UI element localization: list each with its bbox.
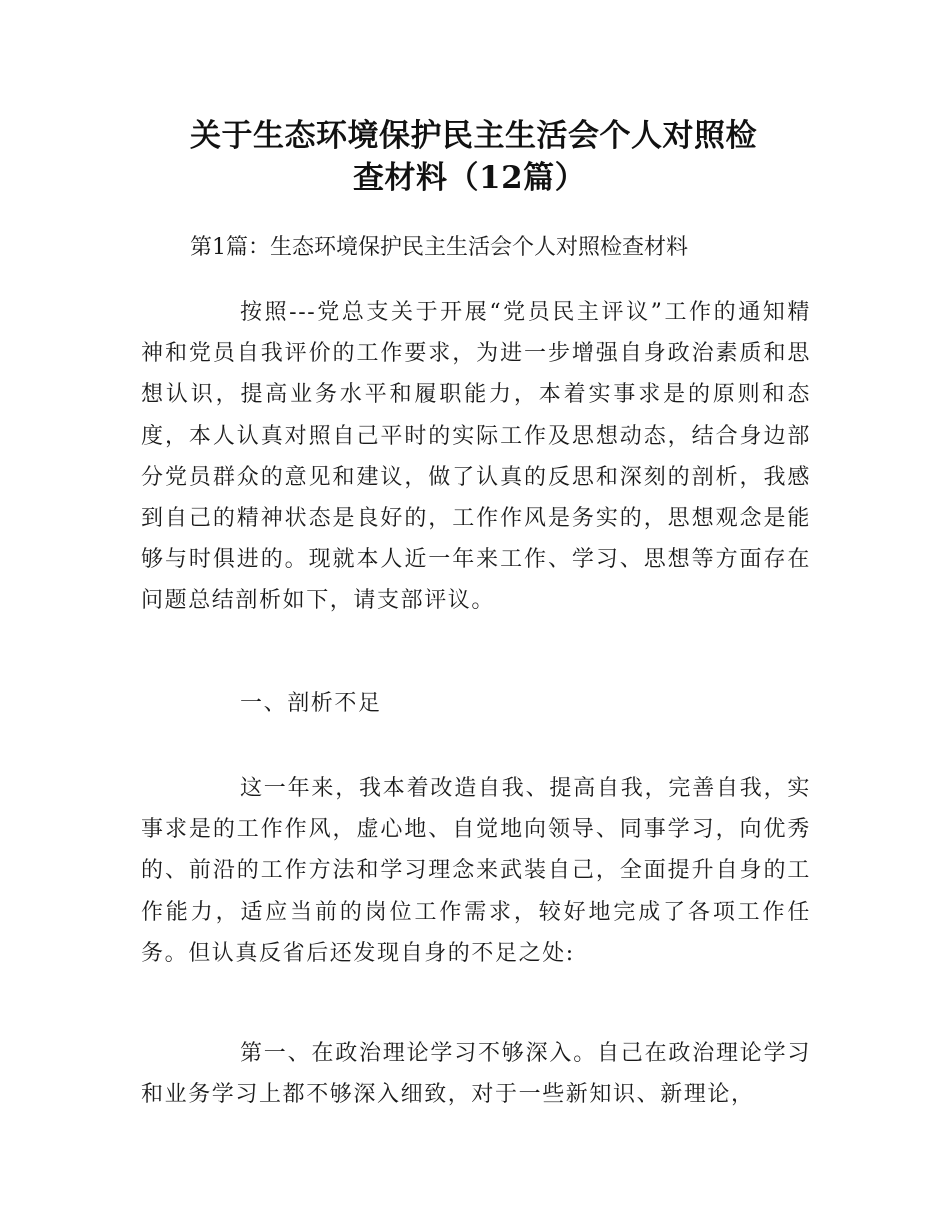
section-heading-analysis: 一、剖析不足 [240,691,382,716]
document-title-line-1: 关于生态环境保护民主生活会个人对照检 [190,118,757,154]
paragraph-first-issue: 第一、在政治理论学习不够深入。自己在政治理论学习和业务学习上都不够深入细致，对于一些新知识、新理论， [141,1041,811,1108]
section-subtitle: 第1篇：生态环境保护民主生活会个人对照检查材料 [190,235,688,260]
paragraph-intro: 按照---党总支关于开展“党员民主评议”工作的通知精神和党员自我评价的工作要求，为进一步增强自身政治素质和思想认识，提高业务水平和履职能力，本着实事求是的原则和态度，本人认真对照自己平时的实际工作及思想动态，结合身边部分党员群众的意见和建议，做了认真的反思和深刻的剖析，我感到自己的精神状态是良好的，工作作风是务实的，思想观念是能够与时俱进的。现就本人近一年来工作、学习、思想等方面存在问题总结剖析如下，请支部评议。 [141,300,811,614]
paragraph-self-review: 这一年来，我本着改造自我、提高自我，完善自我，实事求是的工作作风，虚心地、自觉地向领导、同事学习，向优秀的、前沿的工作方法和学习理念来武装自己，全面提升自身的工作能力，适应当前的岗位工作需求，较好地完成了各项工作任务。但认真反省后还发现自身的不足之处: [141,776,811,966]
document-title-line-2: 查材料（12篇） [353,160,587,196]
